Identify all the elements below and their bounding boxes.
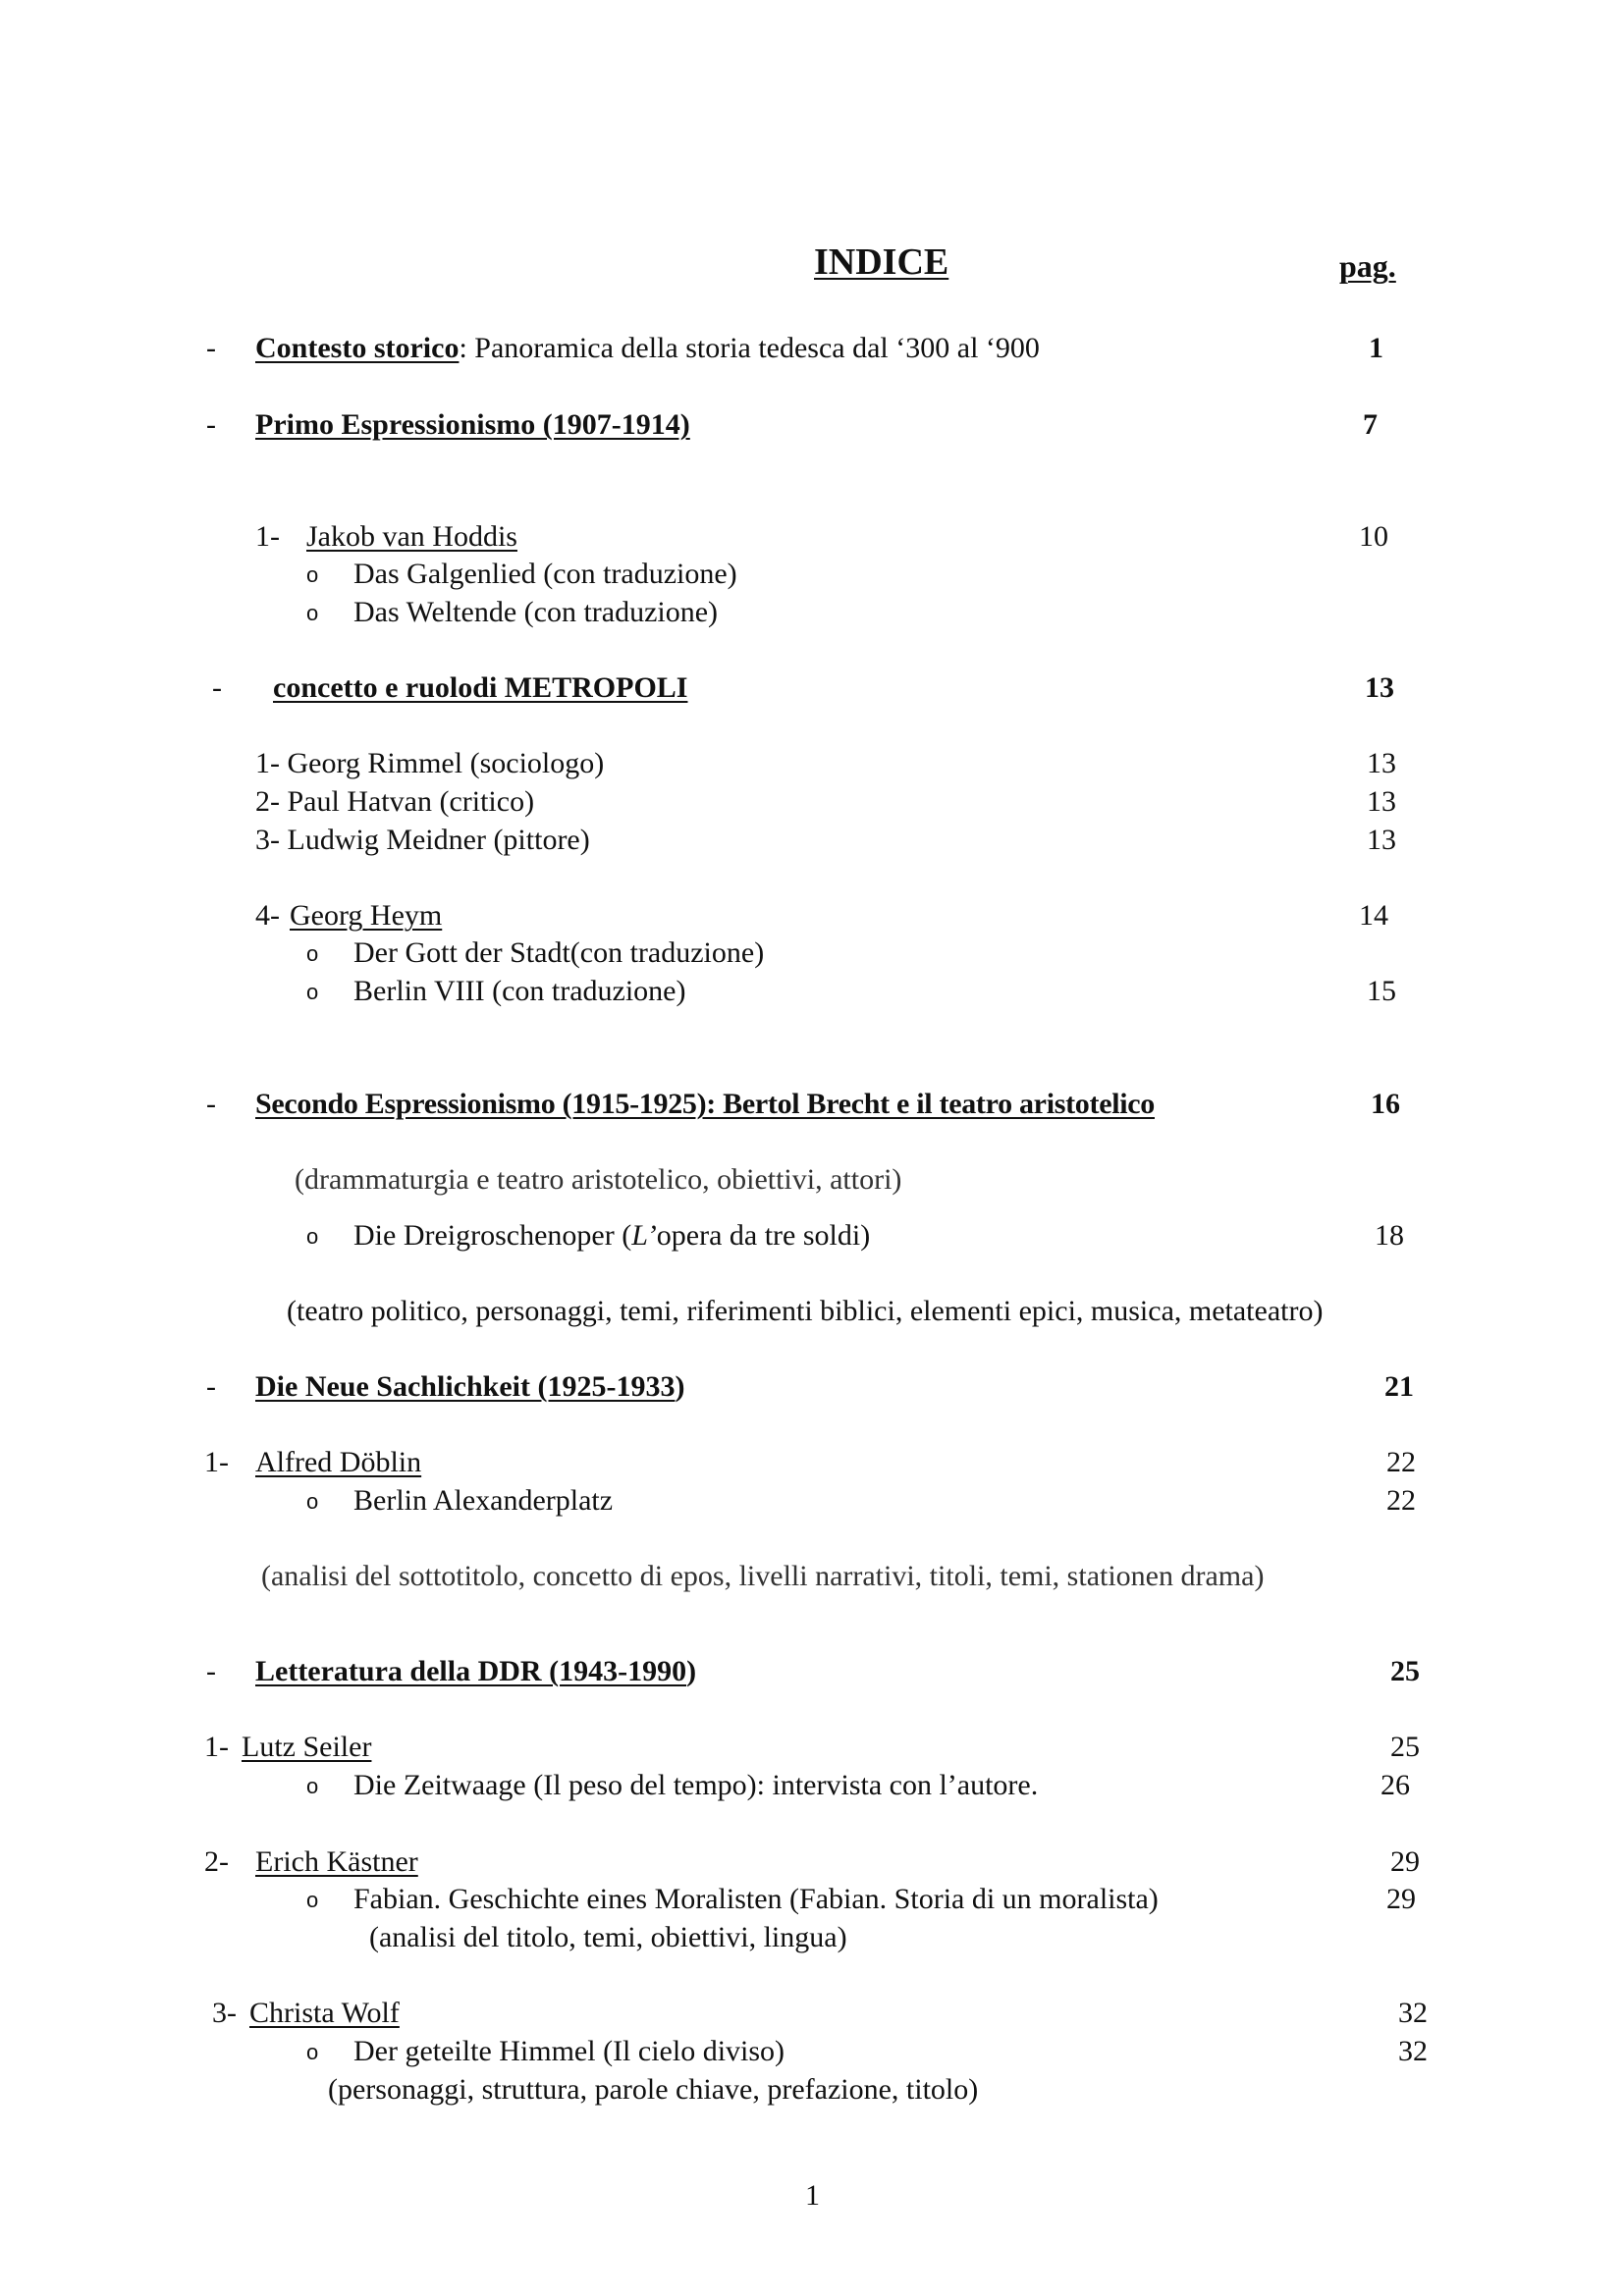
entry-contesto-title: Contesto storico (255, 332, 460, 364)
entry-dreigroschen-page: 18 (1375, 1219, 1404, 1252)
entry-hatvan-title: 2- Paul Hatvan (critico) (255, 785, 535, 818)
entry-alexanderplatz-title: Berlin Alexanderplatz (353, 1484, 614, 1517)
entry-galgenlied-title: Das Galgenlied (con traduzione) (353, 558, 737, 590)
entry-seiler-number: 1- (204, 1731, 229, 1763)
bullet: o (306, 1224, 319, 1249)
entry-heym-page: 14 (1359, 899, 1388, 932)
entry-ddr-title: Letteratura della DDR (1943-1990 (255, 1655, 687, 1687)
entry-heym-title: Georg Heym (290, 899, 443, 932)
entry-hoddis-number: 1- (255, 520, 280, 553)
entry-primo-title: Primo Espressionismo (1907-1914) (255, 408, 690, 441)
entry-doblin-title: Alfred Döblin (255, 1446, 422, 1478)
entry-dash: - (212, 671, 222, 704)
entry-hoddis-page: 10 (1359, 520, 1388, 553)
bullet: o (306, 941, 319, 966)
entry-alexanderplatz-page: 22 (1386, 1484, 1416, 1517)
entry-dash: - (206, 408, 216, 441)
entry-dreigroschen-note: (teatro politico, personaggi, temi, riferimenti biblici, elementi epici, musica, metateatro) (287, 1295, 1324, 1327)
entry-fabian-page: 29 (1386, 1883, 1416, 1915)
entry-dreigroschen-title-italic: L’ (631, 1219, 657, 1252)
entry-himmel-note: (personaggi, struttura, parole chiave, prefazione, titolo) (328, 2073, 979, 2106)
entry-ddr (255, 1657, 696, 1686)
entry-rimmel-title: 1- Georg Rimmel (sociologo) (255, 747, 605, 779)
entry-wolf-title: Christa Wolf (249, 1997, 400, 2029)
bullet: o (306, 1489, 319, 1514)
entry-wolf-number: 3- (212, 1997, 237, 2029)
entry-zeitwaage-title: Die Zeitwaage (Il peso del tempo): intervista con l’autore. (353, 1769, 1039, 1801)
entry-berlin8-page: 15 (1367, 975, 1396, 1007)
entry-heym-number: 4- (255, 899, 280, 932)
entry-doblin-number: 1- (204, 1446, 229, 1478)
entry-seiler-page: 25 (1390, 1731, 1420, 1763)
page-number: 1 (805, 2179, 820, 2212)
bullet: o (306, 2040, 319, 2064)
entry-fabian-note: (analisi del titolo, temi, obiettivi, lingua) (369, 1921, 847, 1953)
entry-metropoli-page: 13 (1365, 671, 1394, 704)
bullet: o (306, 1888, 319, 1912)
entry-dash: - (206, 1655, 216, 1687)
entry-rimmel-page: 13 (1367, 747, 1396, 779)
entry-secondo-page: 16 (1371, 1088, 1400, 1120)
entry-kastner-number: 2- (204, 1845, 229, 1878)
entry-ddr-suffix: ) (686, 1655, 697, 1687)
bullet: o (306, 1774, 319, 1798)
entry-dreigroschen-title (353, 1221, 870, 1251)
entry-doblin-page: 22 (1386, 1446, 1416, 1478)
entry-dash: - (206, 332, 216, 364)
entry-secondo-note: (drammaturgia e teatro aristotelico, obiettivi, attori) (295, 1163, 902, 1196)
entry-meidner-page: 13 (1367, 824, 1396, 856)
entry-berlin8-title: Berlin VIII (con traduzione) (353, 975, 686, 1007)
entry-secondo-title: Secondo Espressionismo (1915-1925): Bertol Brecht e il teatro aristotelico (255, 1088, 1155, 1120)
entry-ddr-page: 25 (1390, 1655, 1420, 1687)
entry-kastner-page: 29 (1390, 1845, 1420, 1878)
entry-fabian-title: Fabian. Geschichte eines Moralisten (Fabian. Storia di un moralista) (353, 1883, 1159, 1915)
bullet: o (306, 601, 319, 625)
entry-himmel-title: Der geteilte Himmel (Il cielo diviso) (353, 2035, 785, 2067)
entry-zeitwaage-page: 26 (1380, 1769, 1410, 1801)
entry-dreigroschen-title-post: opera da tre soldi) (656, 1219, 871, 1252)
bullet: o (306, 562, 319, 587)
entry-himmel-page: 32 (1398, 2035, 1428, 2067)
entry-hatvan-page: 13 (1367, 785, 1396, 818)
entry-wolf-page: 32 (1398, 1997, 1428, 2029)
bullet: o (306, 980, 319, 1004)
entry-meidner-title: 3- Ludwig Meidner (pittore) (255, 824, 590, 856)
entry-contesto (255, 334, 1040, 363)
entry-dash: - (206, 1370, 216, 1403)
entry-dash: - (206, 1088, 216, 1120)
entry-metropoli-title: concetto e ruolodi METROPOLI (273, 671, 688, 704)
entry-seiler-title: Lutz Seiler (242, 1731, 372, 1763)
entry-neue (255, 1372, 684, 1402)
page-column-label: pag. (1339, 248, 1396, 284)
index-title: INDICE (814, 241, 949, 283)
entry-primo-page: 7 (1363, 408, 1378, 441)
entry-contesto-suffix: : Panoramica della storia tedesca dal ‘300 al ‘900 (459, 332, 1040, 364)
entry-gott-title: Der Gott der Stadt(con traduzione) (353, 936, 765, 969)
entry-neue-page: 21 (1384, 1370, 1414, 1403)
entry-kastner-title: Erich Kästner (255, 1845, 418, 1878)
entry-alexanderplatz-note: (analisi del sottotitolo, concetto di epos, livelli narrativi, titoli, temi, stationen drama) (261, 1560, 1265, 1592)
entry-hoddis-title: Jakob van Hoddis (306, 520, 517, 553)
entry-contesto-page: 1 (1369, 332, 1383, 364)
entry-weltende-title: Das Weltende (con traduzione) (353, 596, 719, 628)
entry-neue-title: Die Neue Sachlichkeit (1925-1933 (255, 1370, 676, 1403)
entry-dreigroschen-title-pre: Die Dreigroschenoper ( (353, 1219, 632, 1252)
entry-neue-suffix: ) (675, 1370, 685, 1403)
